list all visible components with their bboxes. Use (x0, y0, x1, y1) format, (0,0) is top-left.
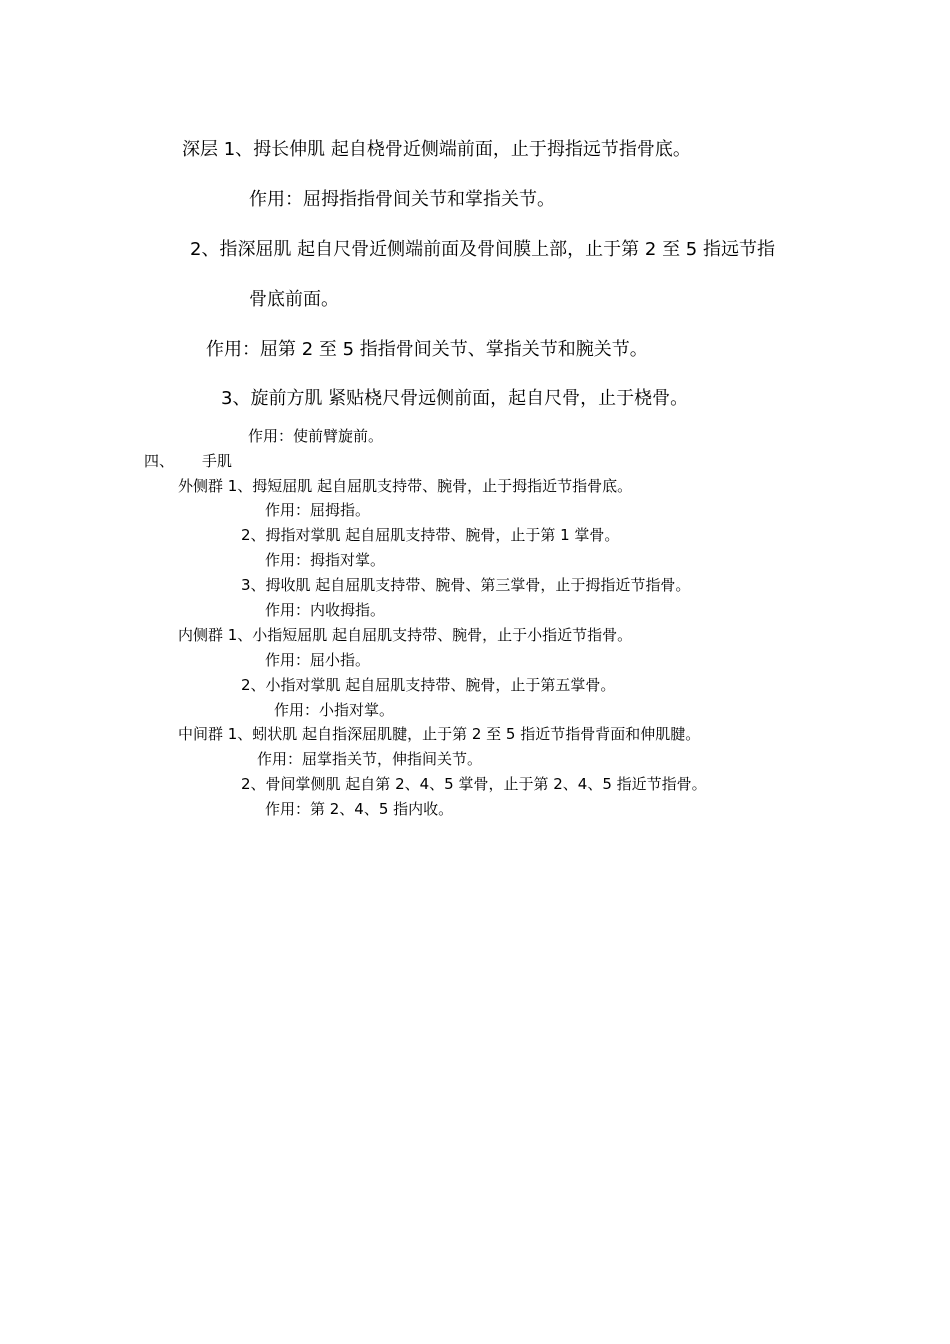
medial-group-item-2-action: 作用：小指对掌。 (274, 701, 395, 719)
middle-group-item-2-action: 作用：第 2、4、5 指内收。 (265, 800, 454, 818)
section-heading: 手肌 (202, 452, 233, 470)
lateral-group-item-2: 2、拇指对掌肌 起自屈肌支持带、腕骨，止于第 1 掌骨。 (241, 526, 620, 544)
section-number: 四、 (144, 452, 175, 470)
medial-group-item-1: 内侧群 1、小指短屈肌 起自屈肌支持带、腕骨，止于小指近节指骨。 (178, 626, 633, 644)
deep-layer-item-1-action: 作用：屈拇指指骨间关节和掌指关节。 (249, 189, 555, 210)
medial-group-item-2: 2、小指对掌肌 起自屈肌支持带、腕骨，止于第五掌骨。 (241, 676, 616, 694)
lateral-group-item-2-action: 作用：拇指对掌。 (265, 551, 386, 569)
deep-layer-item-1: 深层 1、拇长伸肌 起自桡骨近侧端前面，止于拇指远节指骨底。 (182, 139, 691, 160)
middle-group-item-1-action: 作用：屈掌指关节，伸指间关节。 (257, 750, 483, 768)
deep-layer-item-2-action: 作用：屈第 2 至 5 指指骨间关节、掌指关节和腕关节。 (206, 339, 648, 360)
lateral-group-item-3: 3、拇收肌 起自屈肌支持带、腕骨、第三掌骨，止于拇指近节指骨。 (241, 576, 691, 594)
lateral-group-item-1: 外侧群 1、拇短屈肌 起自屈肌支持带、腕骨，止于拇指近节指骨底。 (178, 477, 633, 495)
middle-group-item-1: 中间群 1、蚓状肌 起自指深屈肌腱，止于第 2 至 5 指近节指骨背面和伸肌腱。 (178, 725, 701, 743)
deep-layer-item-2-cont: 骨底前面。 (249, 289, 339, 310)
lateral-group-item-3-action: 作用：内收拇指。 (265, 601, 386, 619)
lateral-group-item-1-action: 作用：屈拇指。 (265, 501, 371, 519)
deep-layer-item-3: 3、旋前方肌 紧贴桡尺骨远侧前面，起自尺骨，止于桡骨。 (221, 388, 689, 409)
medial-group-item-1-action: 作用：屈小指。 (265, 651, 371, 669)
middle-group-item-2: 2、骨间掌侧肌 起自第 2、4、5 掌骨，止于第 2、4、5 指近节指骨。 (241, 775, 707, 793)
deep-layer-item-3-action: 作用：使前臂旋前。 (248, 427, 384, 445)
deep-layer-item-2: 2、指深屈肌 起自尺骨近侧端前面及骨间膜上部，止于第 2 至 5 指远节指 (190, 239, 775, 260)
